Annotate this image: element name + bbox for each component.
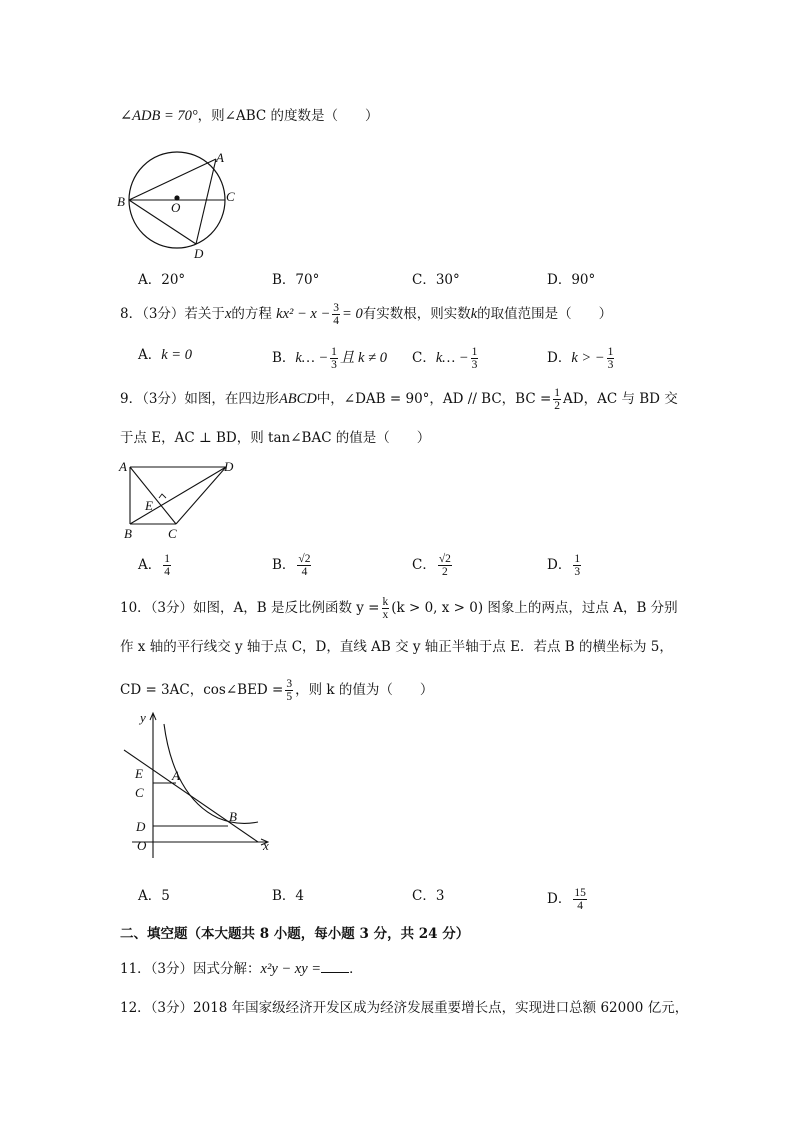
q9-label-c: C	[168, 526, 177, 541]
q10-label-x: x	[263, 838, 269, 853]
q7-label-o: O	[171, 200, 181, 215]
q9-stem-line1: 9．（3分）如图，在四边形ABCD中，∠DAB = 90°，AD // BC，BC = $\frac{1}{2}$ AD，AC 与 BD 交	[120, 387, 678, 412]
q7-label-c: C	[226, 189, 235, 204]
q8-option-b[interactable]: B．k… − $\frac{1}{3}$ 且 k ≠ 0	[272, 346, 387, 371]
q7-label-d: D	[194, 246, 204, 260]
q8-option-c[interactable]: C．k… − $\frac{1}{3}$	[412, 346, 478, 371]
q10-label-y: y	[140, 710, 146, 725]
q7-stem-text: ，则∠ABC 的度数是（ ）	[197, 108, 379, 124]
q11-stem: 11．（3分）因式分解：x²y − xy = ．	[120, 961, 363, 977]
q10-label-a: A	[172, 768, 180, 783]
q10-label-c: C	[135, 785, 144, 800]
q10-label-b: B	[229, 809, 237, 824]
q8-option-d[interactable]: D．k > − $\frac{1}{3}$	[547, 346, 614, 371]
q10-graph-figure	[118, 708, 278, 868]
q10-option-a[interactable]: A．5	[138, 888, 170, 904]
q9-stem-line2: 于点 E，AC ⊥ BD，则 tan∠BAC 的值是（ ）	[120, 430, 431, 446]
q10-label-o: O	[137, 838, 147, 853]
section-2-heading: 二、填空题（本大题共 8 小题，每小题 3 分，共 24 分）	[120, 926, 470, 942]
q9-right-angle-mark	[159, 494, 166, 498]
q9-label-d: D	[224, 459, 234, 474]
q8-fraction: $\frac{3}{4}$	[333, 302, 340, 327]
q7-label-a: A	[216, 150, 224, 165]
q7-circle-figure	[112, 140, 242, 260]
q7-label-b: B	[117, 194, 125, 209]
q10-stem-line3: CD = 3AC，cos∠BED = $\frac{3}{5}$ ，则 k 的值为（ ）	[120, 678, 434, 703]
q10-option-c[interactable]: C．3	[412, 888, 445, 904]
q10-label-e: E	[135, 766, 143, 781]
q7-option-a[interactable]: A．20°	[138, 272, 186, 288]
q10-stem-line1: 10．（3分）如图，A，B 是反比例函数 y = $\frac{k}{x}$ (k > 0, x > 0) 图象上的两点，过点 A，B 分别	[120, 596, 678, 621]
q9-option-b[interactable]: B． $\frac{√2}{4}$	[272, 553, 311, 578]
q9-label-e: E	[145, 498, 153, 513]
q10-option-d[interactable]: D． $\frac{15}{4}$	[547, 887, 586, 912]
q8-option-a[interactable]: A．k = 0	[138, 347, 192, 363]
q9-option-a[interactable]: A． $\frac{1}{4}$	[138, 553, 170, 578]
q7-option-b[interactable]: B．70°	[272, 272, 320, 288]
q10-stem-line2: 作 x 轴的平行线交 y 轴于点 C，D，直线 AB 交 y 轴正半轴于点 E．若点 B 的横坐标为 5，	[120, 639, 673, 655]
q10-option-b[interactable]: B．4	[272, 888, 305, 904]
q8-stem: 8．（3分）若关于x的方程 kx² − x − $\frac{3}{4}$ = 0有实数根，则实数k的取值范围是（ ）	[120, 302, 613, 327]
q7-chord-ba	[129, 159, 216, 200]
q11-answer-blank[interactable]	[321, 960, 349, 973]
q9-diagonal-bd	[130, 467, 226, 524]
q9-side-cd	[176, 467, 226, 524]
q9-option-c[interactable]: C． $\frac{√2}{2}$	[412, 553, 451, 578]
q7-option-c[interactable]: C．30°	[412, 272, 460, 288]
q9-label-a: A	[119, 459, 127, 474]
q9-trapezoid-figure	[116, 458, 241, 543]
q10-label-d: D	[136, 819, 146, 834]
q7-stem	[120, 107, 379, 125]
q9-option-d[interactable]: D． $\frac{1}{3}$	[547, 553, 581, 578]
q7-angle: ∠ADB = 70°	[120, 108, 198, 124]
q12-stem: 12．（3分）2018 年国家级经济开发区成为经济发展重要增长点，实现进口总额 62000 亿元，	[120, 1000, 689, 1016]
q9-diagonal-ac	[130, 467, 176, 524]
q9-label-b: B	[124, 526, 132, 541]
q7-option-d[interactable]: D．90°	[547, 272, 596, 288]
q7-chord-bd	[129, 200, 196, 244]
